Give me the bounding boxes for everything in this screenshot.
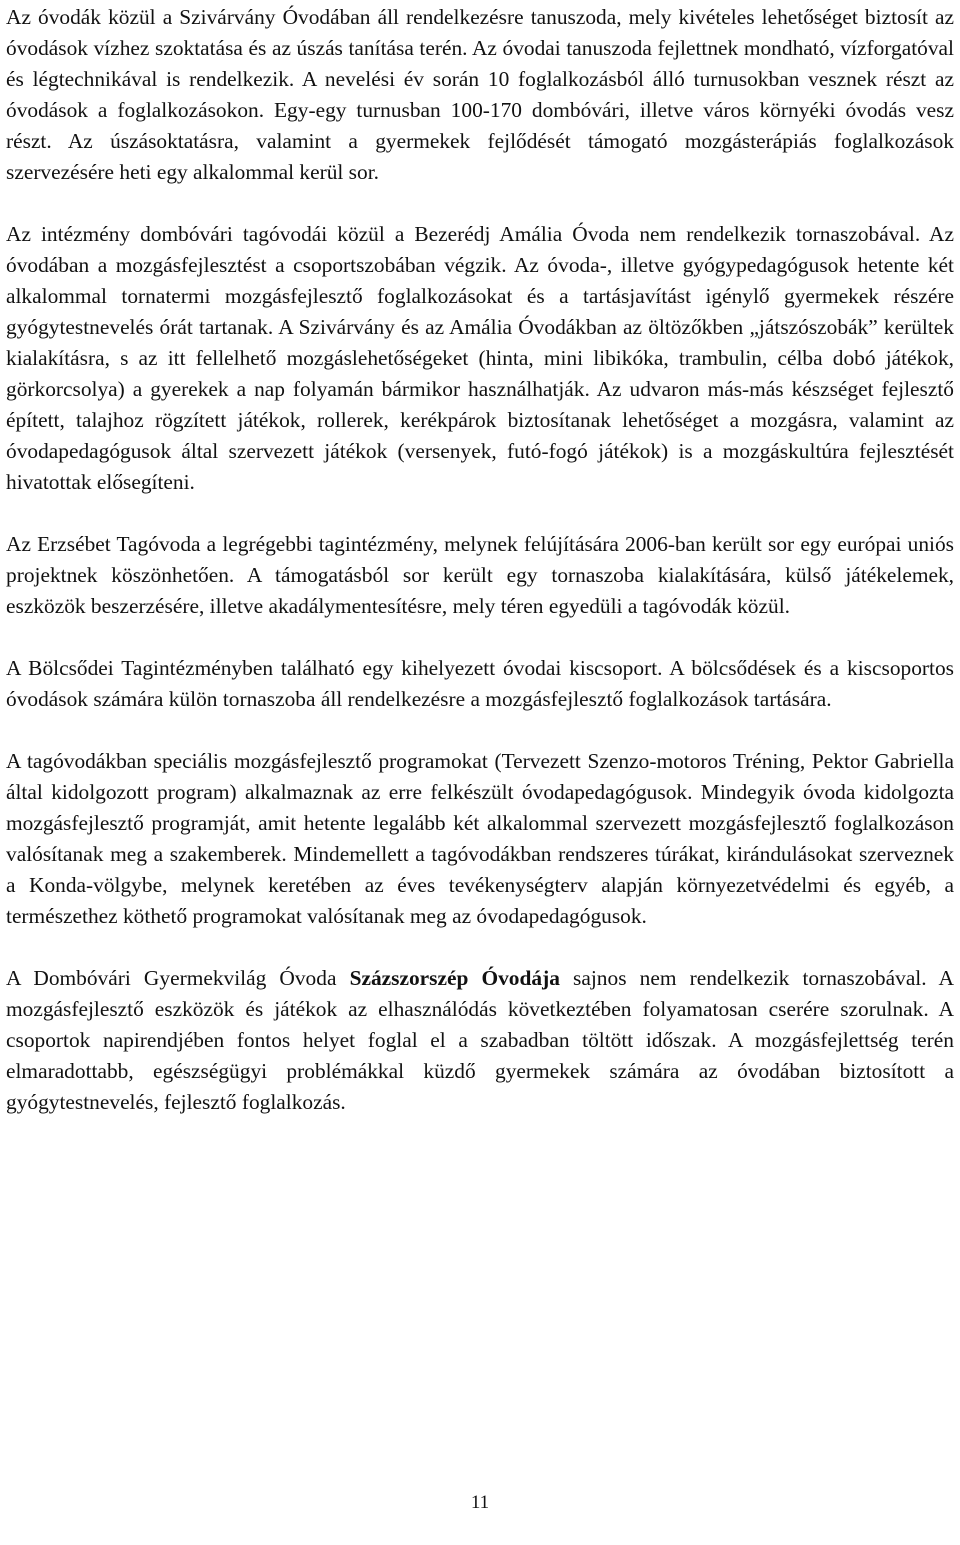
paragraph-text-after: sajnos nem rendelkezik tornaszobával. A mozgásfejlesztő eszközök és játékok az elhasználódás következtében folyamatosan cserére szorulnak. A csoportok napirendjében fontos helyet foglal el a szabadban töltött időszak. A mozgásfejlettség terén elmaradottabb, egészségügyi problémákkal küzdő gyermekek számára az óvodában biztosított a gyógytestnevelés, fejlesztő foglalkozás.	[6, 966, 954, 1114]
paragraph-erzsebet: Az Erzsébet Tagóvoda a legrégebbi tagintézmény, melynek felújítására 2006-ban került sor egy európai uniós projektnek köszönhetően. A támogatásból sor került egy tornaszoba kialakítására, külső játékelemek, eszközök beszerzésére, illetve akadálymentesítésre, mely téren egyedüli a tagóvodák közül.	[6, 532, 954, 618]
paragraph-programs: A tagóvodákban speciális mozgásfejlesztő programokat (Tervezett Szenzo-motoros Tréning, Pektor Gabriella által kidolgozott program) alkalmaznak az erre felkészült óvodapedagógusok. Mindegyik óvoda kidolgozta mozgásfejlesztő programját, amit hetente legalább két alkalommal szervezett mozgásfejlesztő foglalkozáson valósítanak meg a szakemberek. Mindemellett a tagóvodákban rendszeres túrákat, kirándulásokat szerveznek a Konda-völgybe, melynek keretében az éves tevékenységterv alapján környezetvédelmi és egyéb, a természethez köthető programokat valósítanak meg az óvodapedagógusok.	[6, 749, 954, 928]
page-number: 11	[470, 1492, 490, 1513]
paragraph-swimming-pool: Az óvodák közül a Szivárvány Óvodában áll rendelkezésre tanuszoda, mely kivételes lehetőséget biztosít az óvodások vízhez szoktatása és az úszás tanítása terén. Az óvodai tanuszoda fejlettnek mondható, vízforgatóval és légtechnikával is rendelkezik. A nevelési év során 10 foglalkozásból álló turnusokban vesznek részt az óvodások a foglalkozásokon. Egy-egy turnusban 100-170 dombóvári, illetve város környéki óvodás vesz részt. Az úszásoktatásra, valamint a gyermekek fejlődését támogató mozgásterápiás foglalkozások szervezésére heti egy alkalommal kerül sor.	[6, 5, 954, 184]
paragraph-bezeredj-amalia: Az intézmény dombóvári tagóvodái közül a Bezerédj Amália Óvoda nem rendelkezik tornaszobával. Az óvodában a mozgásfejlesztést a csoportszobában végzik. Az óvoda-, illetve gyógypedagógusok hetente két alkalommal tornatermi mozgásfejlesztő foglalkozásokat és a tartásjavítást igénylő gyermekek részére gyógytestnevelés órát tartanak. A Szivárvány és az Amália Óvodákban az öltözőkben „játszószobák” kerültek kialakításra, s az itt fellelhető mozgáslehetőségeket (hinta, mini libikóka, trambulin, célba dobó játékok, görkorcsolya) a gyerekek a nap folyamán bármikor használhatják. Az udvaron más-más készséget fejlesztő épített, talajhoz rögzített játékok, rollerek, kerékpárok biztosítanak lehetőséget a mozgásra, valamint az óvodapedagógusok által szervezett játékok (versenyek, futó-fogó játékok) is a mozgáskultúra fejlesztését hivatottak elősegíteni.	[6, 222, 954, 494]
paragraph-bolcsodei: A Bölcsődei Tagintézményben található egy kihelyezett óvodai kiscsoport. A bölcsődések és a kiscsoportos óvodások számára külön tornaszoba áll rendelkezésre a mozgásfejlesztő foglalkozások tartására.	[6, 656, 954, 711]
paragraph-szazszorszep	[6, 963, 954, 1118]
paragraph-text-before: A Dombóvári Gyermekvilág Óvoda	[6, 966, 350, 990]
bold-kindergarten-name: Százszorszép Óvodája	[349, 966, 560, 990]
document-page	[6, 2, 954, 1118]
